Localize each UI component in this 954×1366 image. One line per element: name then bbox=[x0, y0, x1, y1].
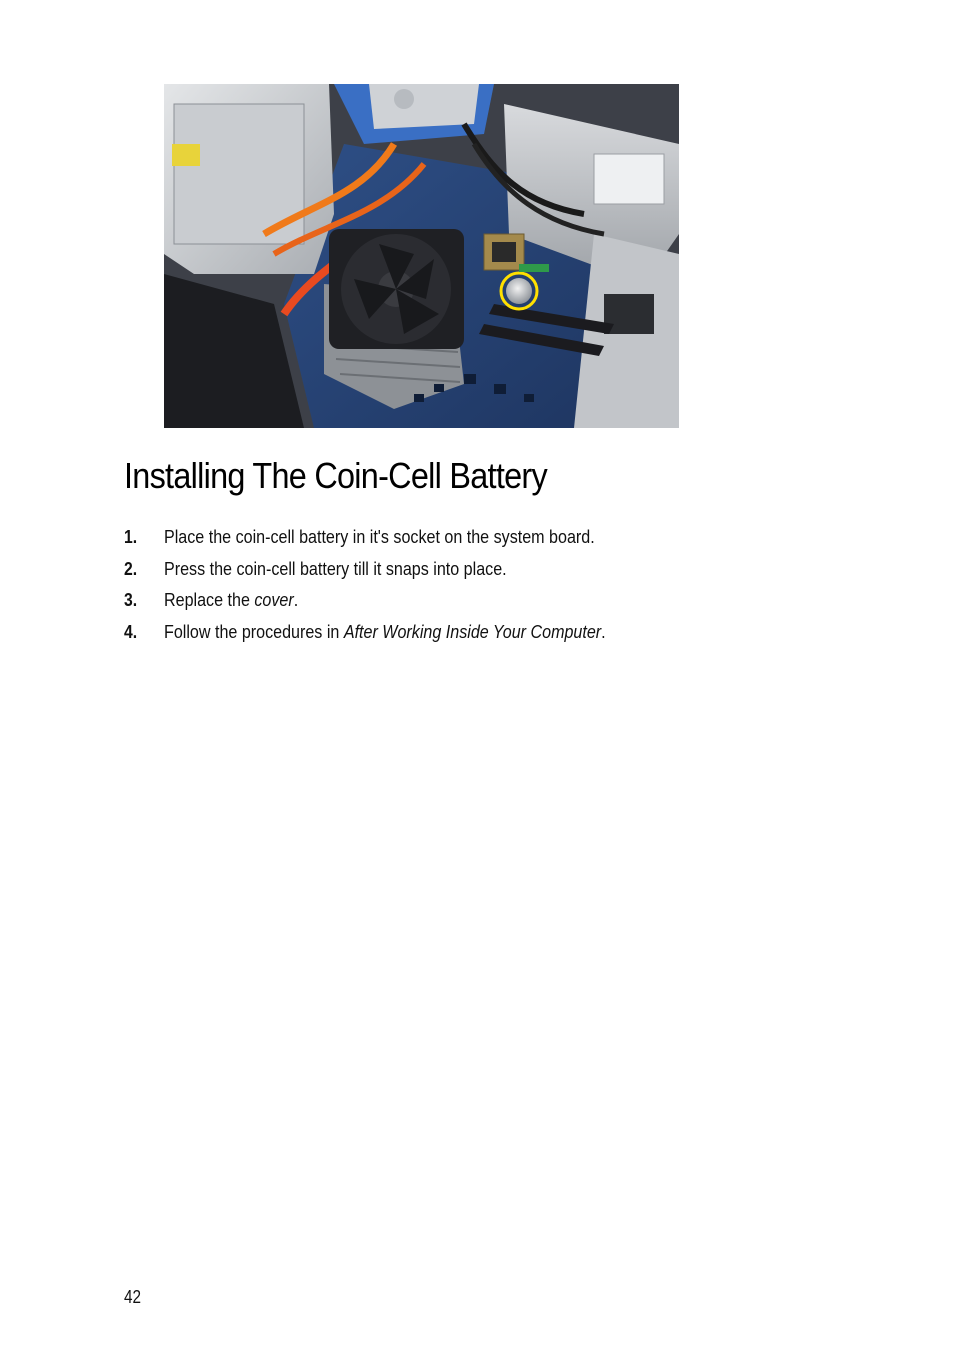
step-text: Press the coin-cell battery till it snaps into place. bbox=[164, 557, 507, 579]
step-number: 3. bbox=[124, 589, 138, 610]
step-text: Place the coin-cell battery in it's socket on the system board. bbox=[164, 526, 595, 547]
after-working-inside-link[interactable]: After Working Inside Your Computer bbox=[343, 620, 602, 642]
step-text: Follow the procedures in After Working Inside Your Computer. bbox=[164, 620, 606, 642]
cover-link[interactable]: cover bbox=[254, 589, 294, 610]
step-number: 1. bbox=[124, 526, 138, 547]
steps-list bbox=[124, 524, 824, 650]
system-board-photo-icon bbox=[164, 84, 679, 428]
step-number: 2. bbox=[124, 557, 138, 579]
list-item bbox=[124, 556, 824, 588]
list-item bbox=[124, 524, 824, 556]
page-title: Installing The Coin-Cell Battery bbox=[124, 455, 547, 496]
page-number: 42 bbox=[124, 1287, 142, 1307]
list-item bbox=[124, 619, 824, 651]
step-number: 4. bbox=[124, 620, 138, 642]
system-board-photo bbox=[164, 84, 679, 428]
list-item bbox=[124, 587, 824, 619]
step-text: Replace the cover. bbox=[164, 589, 299, 610]
